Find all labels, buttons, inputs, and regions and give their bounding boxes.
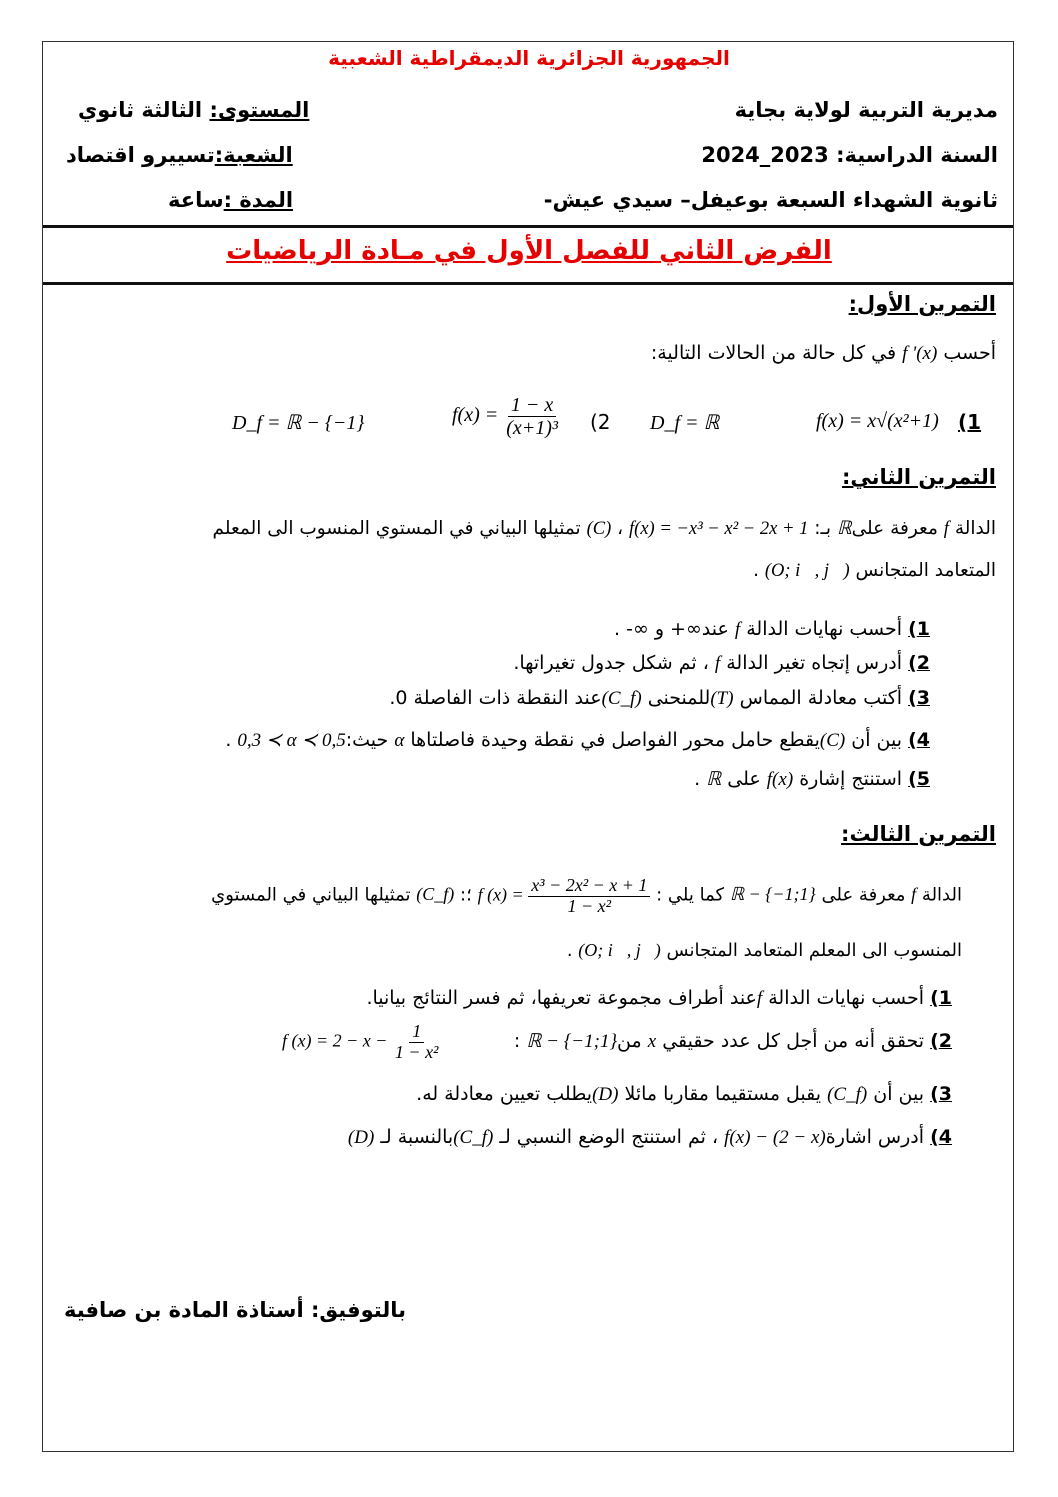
exercise2-title: التمرين الثاني: <box>842 465 996 489</box>
exercise3-title: التمرين الثالث: <box>841 822 996 846</box>
item-math: 0,3 ≺ α ≺ 0,5 <box>237 730 346 751</box>
exercise1-item2-numerator: 1 − x <box>508 394 556 417</box>
item-math: ℝ <box>706 769 722 790</box>
exercise3-fraction <box>528 876 650 917</box>
exercise1-item2-function: f(x) = $\frac{1 - x}{\text{(x+1)³}}$ <box>452 394 561 439</box>
level <box>78 98 309 122</box>
item-text: بين أن <box>851 729 903 751</box>
item-math: ℝ − {−1;1} <box>526 1031 618 1052</box>
exercise2-item-2 <box>513 652 930 675</box>
item2-function-lhs: f (x) = 2 − x − <box>282 1030 388 1051</box>
duration <box>168 188 293 212</box>
item2-denominator: 1 − x² <box>394 1041 439 1062</box>
signature: بالتوفيق: أستاذة المادة بن صافية <box>64 1298 407 1322</box>
exercise1-item2-fraction <box>503 394 561 439</box>
exercise1-item1-number: (1 <box>958 410 982 434</box>
branch-label: الشعبة: <box>214 143 293 167</box>
item-math: (C) <box>819 730 846 751</box>
item-math: (C_f) <box>453 1127 494 1148</box>
exercise1-item2-denominator: (x+1)³ <box>506 417 558 439</box>
duration-value: ساعة <box>168 188 224 212</box>
item-number: 2) <box>908 652 930 674</box>
exercise2-intro-text: بـ: <box>814 518 832 539</box>
item-math: f <box>714 653 721 674</box>
exercise3-function <box>478 876 651 917</box>
item-text: على <box>727 768 761 790</box>
item-math: (D) <box>592 1084 619 1105</box>
school-name: ثانوية الشهداء السبعة بوعيفل– سيدي عيش- <box>543 188 998 212</box>
item-text: أحسب نهايات الدالة <box>768 987 925 1009</box>
exercise2-intro-text: تمثيلها البياني في المستوي المنسوب الى المعلم <box>212 518 581 539</box>
exercise2-intro-line1: الدالة f معرفة علىℝ بـ: f(x) = −x³ − x² − 2x + 1 ، (C) تمثيلها البياني في المستوي المنسوب الى المعلم <box>212 518 996 539</box>
exercise1-item2-number: (2 <box>590 410 611 434</box>
exercise3-intro-text: ؛: <box>460 884 472 906</box>
exercise1-title: التمرين الأول: <box>848 292 996 316</box>
item-number: 4) <box>908 729 930 751</box>
item-math: (C_f) <box>827 1084 868 1105</box>
exercise2-intro-text: معرفة على <box>851 518 938 539</box>
directorate: مديرية التربية لولاية بجاية <box>734 98 998 122</box>
item-text: يقطع حامل محور الفواصل في نقطة وحيدة فاصلتاها <box>410 729 820 751</box>
item-math: (C_f) <box>601 688 642 709</box>
exercise3-intro-line2 <box>567 940 962 961</box>
item-number: 1) <box>908 618 930 640</box>
exam-title: الفرض الثاني للفصل الأول في مـادة الرياضيات <box>226 236 832 266</box>
exercise3-intro-text: تمثيلها البياني في المستوي <box>211 884 411 906</box>
duration-label: المدة : <box>223 188 294 212</box>
item-math: f(x) − (2 − x) <box>724 1127 826 1148</box>
exercise2-item-4 <box>225 729 930 752</box>
exercise2-intro-text: الدالة <box>954 518 996 539</box>
item-text: تحقق أنه من أجل كل عدد حقيقي <box>662 1030 925 1052</box>
republic-title: الجمهورية الجزائرية الديمقراطية الشعبية <box>328 46 730 70</box>
exercise2-item-3 <box>389 687 930 710</box>
exercise2-function: f(x) = −x³ − x² − 2x + 1 <box>629 519 809 539</box>
level-label: المستوى: <box>209 98 310 122</box>
exercise3-item-4 <box>348 1126 952 1149</box>
item2-fraction <box>392 1022 442 1063</box>
item-number: 2) <box>930 1030 952 1052</box>
exercise2-intro-text: المتعامد المتجانس <box>855 560 996 581</box>
item-math: f(x) <box>766 769 794 790</box>
school-year <box>701 143 998 167</box>
branch-value: تسييرو اقتصاد <box>66 143 215 167</box>
item-text: عند أطراف مجموعة تعريفها، ثم فسر النتائج بيانيا. <box>366 987 757 1009</box>
item-text: ، ثم استنتج الوضع النسبي لـ <box>499 1126 719 1148</box>
item-math: (T) <box>710 688 734 709</box>
item-text: يقبل مستقيما مقاربا مائلا <box>624 1083 822 1105</box>
item-math: x <box>647 1031 657 1052</box>
item2-numerator: 1 <box>409 1022 424 1043</box>
header-divider-top <box>43 225 1013 228</box>
item-math: f <box>756 988 763 1009</box>
header-divider-bottom <box>43 282 1013 285</box>
exercise3-intro-text: المنسوب الى المعلم المتعامد المتجانس <box>666 940 962 961</box>
item-number: 4) <box>930 1126 952 1148</box>
exercise1-item1-function: f(x) = x√(x²+1) <box>816 410 939 432</box>
exercise1-item2-domain: D_f = ℝ − {−1} <box>232 412 365 434</box>
exercise3-intro-text: كما يلي : <box>656 884 725 906</box>
item-text: عند∞+ و ∞- . <box>614 618 729 640</box>
item-text: . <box>694 768 701 790</box>
item-text: عند النقطة ذات الفاصلة 0. <box>389 687 602 709</box>
item-text: يطلب تعيين معادلة له. <box>416 1083 593 1105</box>
exercise3-item-3 <box>416 1083 952 1106</box>
exercise3-intro-text: . <box>566 940 573 961</box>
exercise3-item-2 <box>514 1030 952 1053</box>
exercise3-intro-text: معرفة على <box>821 884 906 906</box>
item-text: أدرس إتجاه تغير الدالة <box>726 652 903 674</box>
item-math: f <box>734 619 741 640</box>
item-text: . <box>225 729 232 751</box>
exercise3-curve: (C_f) <box>416 884 455 905</box>
item-math: α <box>394 730 405 751</box>
exercise1-intro-math: f '(x) <box>902 343 938 364</box>
item-text: أكتب معادلة المماس <box>739 687 903 709</box>
exercise3-intro-text: الدالة <box>921 884 962 906</box>
item-text: بين أن <box>873 1083 925 1105</box>
item-text: استنتج إشارة <box>799 768 903 790</box>
item-text: أحسب نهايات الدالة <box>746 618 903 640</box>
item-number: 5) <box>908 768 930 790</box>
exercise3-function-lhs: f (x) = <box>477 884 524 905</box>
exercise1-intro-before: أحسب <box>943 342 996 364</box>
exercise2-intro-text: ، <box>617 518 624 539</box>
item-text: بالنسبة لـ <box>380 1126 454 1148</box>
exercise3-denominator: 1 − x² <box>567 895 612 916</box>
item-number: 3) <box>930 1083 952 1105</box>
exercise2-frame: (O; i⃗, j⃗) <box>764 561 850 581</box>
item-text: : <box>513 1030 521 1052</box>
exercise2-intro-line2 <box>753 560 996 582</box>
exercise2-intro-text: . <box>753 560 759 581</box>
item-number: 1) <box>930 987 952 1009</box>
school-year-value: 2023_2024 <box>701 143 829 167</box>
school-year-label: السنة الدراسية: <box>836 143 998 167</box>
exercise1-item1-domain: D_f = ℝ <box>650 412 720 434</box>
item-text: من <box>617 1030 642 1052</box>
level-value: الثالثة ثانوي <box>78 98 203 122</box>
item-text: أدرس اشارة <box>825 1126 925 1148</box>
exercise2-item-1 <box>614 618 930 641</box>
exercise3-numerator: x³ − 2x² − x + 1 <box>528 876 650 897</box>
exercise3-intro-line1: الدالة f معرفة على ℝ − {−1;1} كما يلي : f (x) = $\frac{\text{x³ − 2x² − x + 1}}{\text{1 − x²}}$ ؛: (C_f) تمثيلها البياني في المستوي <box>211 875 962 916</box>
exercise3-item2-function <box>282 1022 441 1063</box>
exercise3-item-1 <box>366 987 952 1010</box>
exercise1-intro <box>651 342 996 365</box>
item-math: (D) <box>347 1127 375 1148</box>
exercise3-domain: ℝ − {−1;1} <box>729 884 816 905</box>
item-text: ، ثم شكل جدول تغيراتها. <box>513 652 709 674</box>
item-text: حيث: <box>345 729 389 751</box>
branch <box>66 143 293 167</box>
exercise1-intro-after: في كل حالة من الحالات التالية: <box>650 342 897 364</box>
item-text: للمنحنى <box>647 687 711 709</box>
item-number: 3) <box>908 687 930 709</box>
exercise2-item-5 <box>694 768 930 791</box>
exercise3-frame: (O; i⃗, j⃗) <box>578 940 661 960</box>
